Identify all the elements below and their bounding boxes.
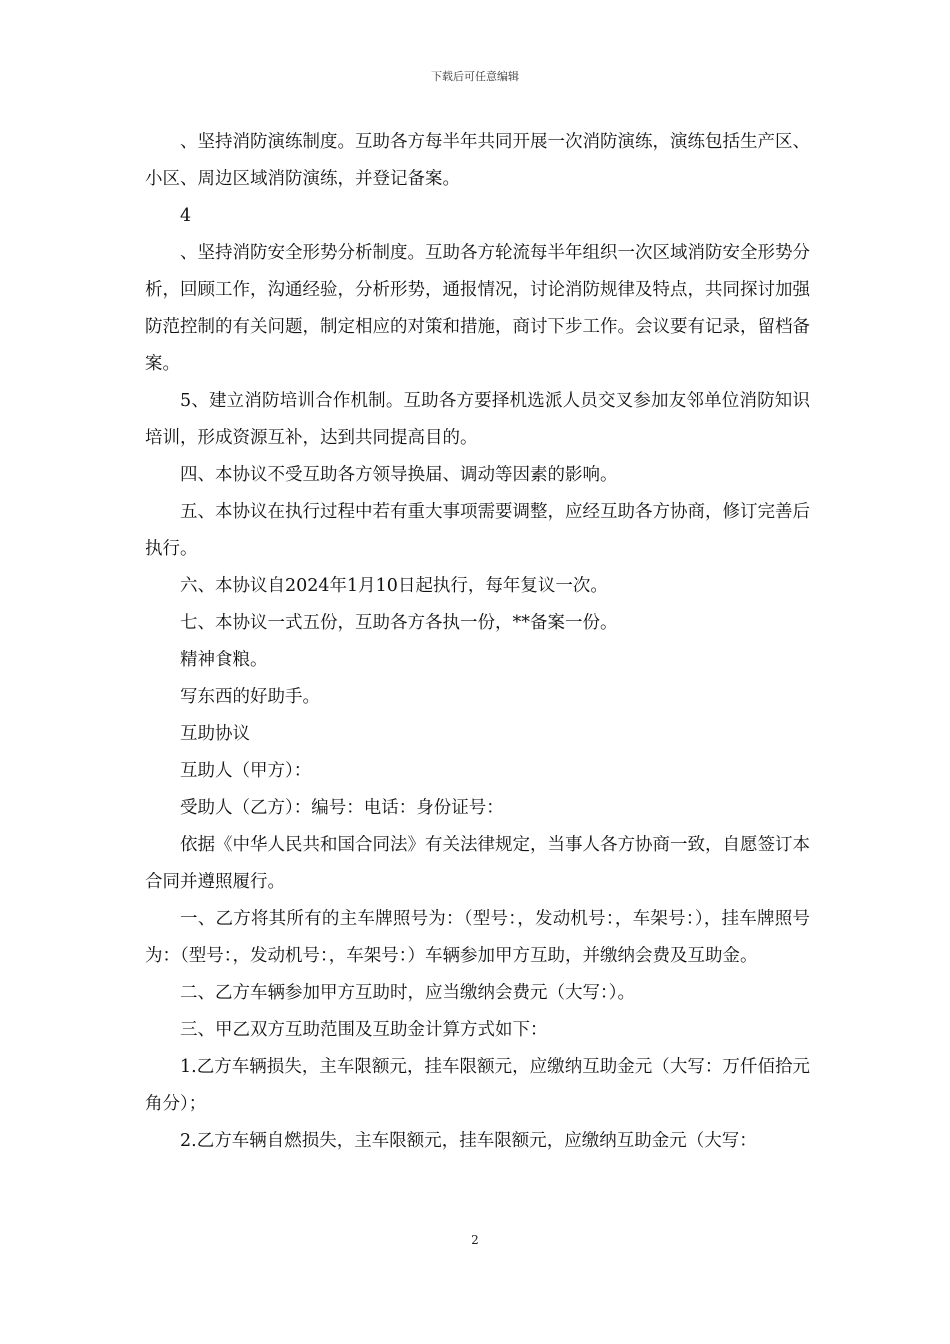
agreement-title: 互助协议 [180, 724, 250, 744]
paragraph-article-three: 三、甲乙双方互助范围及互助金计算方式如下： [180, 1020, 548, 1040]
paragraph-sub-item-2: 2.乙方车辆自燃损失，主车限额元，挂车限额元，应缴纳互助金元（大写： [180, 1131, 757, 1151]
paragraph-training-mechanism: 5、建立消防培训合作机制。互助各方要择机选派人员交叉参加友邻单位消防知识培训，形成资源互补，达到共同提高目的。 [145, 391, 810, 448]
paragraph-item-number-4: 4 [180, 206, 192, 226]
paragraph-drill-system: 、坚持消防演练制度。互助各方每半年共同开展一次消防演练，演练包括生产区、小区、周边区域消防演练，并登记备案。 [145, 132, 810, 189]
party-b-line: 受助人（乙方）：编号：电话：身份证号： [180, 798, 504, 818]
paragraph-clause-five: 五、本协议在执行过程中若有重大事项需要调整，应经互助各方协商，修订完善后执行。 [145, 502, 810, 559]
page-header: 下载后可任意编辑 [431, 70, 519, 83]
document-body [145, 124, 810, 1160]
paragraph-sub-item-1: 1.乙方车辆损失，主车限额元，挂车限额元，应缴纳互助金元（大写：万仟佰拾元角分）； [145, 1057, 810, 1114]
paragraph-writing-helper: 写东西的好助手。 [180, 687, 320, 707]
paragraph-safety-analysis: 、坚持消防安全形势分析制度。互助各方轮流每半年组织一次区域消防安全形势分析，回顾工作，沟通经验，分析形势，通报情况，讨论消防规律及特点，共同探讨加强防范控制的有关问题，制定相应的对策和措施，商讨下步工作。会议要有记录，留档备案。 [145, 243, 810, 374]
paragraph-article-one: 一、乙方将其所有的主车牌照号为：（型号：，发动机号：，车架号：），挂车牌照号为：（型号：，发动机号：，车架号：）车辆参加甲方互助，并缴纳会费及互助金。 [145, 909, 810, 966]
page-number: 2 [471, 1233, 479, 1247]
paragraph-legal-basis: 依据《中华人民共和国合同法》有关法律规定，当事人各方协商一致，自愿签订本合同并遵照履行。 [145, 835, 810, 892]
paragraph-clause-four: 四、本协议不受互助各方领导换届、调动等因素的影响。 [180, 465, 618, 485]
party-a-line: 互助人（甲方）： [180, 761, 312, 781]
paragraph-article-two: 二、乙方车辆参加甲方互助时，应当缴纳会费元（大写：）。 [180, 983, 635, 1003]
paragraph-clause-seven: 七、本协议一式五份，互助各方各执一份，**备案一份。 [180, 613, 618, 633]
paragraph-clause-six: 六、本协议自2024年1月10日起执行，每年复议一次。 [180, 576, 608, 596]
paragraph-spiritual-food: 精神食粮。 [180, 650, 268, 670]
